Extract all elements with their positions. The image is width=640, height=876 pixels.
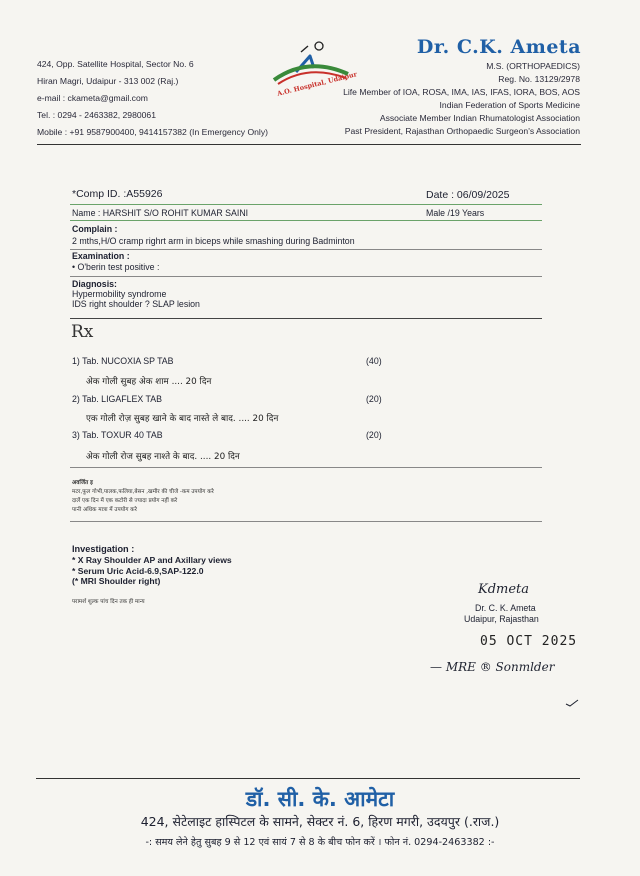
medicine-line: 2) Tab. LIGAFLEX TAB — [72, 394, 162, 404]
complain-label: Complain : — [72, 224, 118, 234]
credential-line: Associate Member Indian Rhumatologist Association — [379, 113, 580, 123]
rule — [70, 318, 542, 319]
medicine-dosage: अेक गोली रोज सुबह नाश्ते के बाद. .... 20 दिन — [86, 452, 240, 462]
credential-line: Reg. No. 13129/2978 — [498, 74, 580, 84]
examination-label: Examination : — [72, 251, 130, 261]
credential-line: Past President, Rajasthan Orthopaedic Surgeon's Association — [344, 126, 580, 136]
investigation-label: Investigation : — [72, 544, 135, 554]
rule — [70, 467, 542, 468]
medicine-qty: (20) — [366, 430, 382, 440]
investigation-item: * X Ray Shoulder AP and Axillary views — [72, 555, 232, 565]
credential-line: Indian Federation of Sports Medicine — [439, 100, 580, 110]
signature-scribble: Kdmeta — [478, 582, 530, 597]
patient-gender-age: Male /19 Years — [426, 208, 485, 218]
investigation-list — [72, 555, 232, 587]
advice-heading: अवर्जित इ — [72, 480, 93, 486]
medicine-line: 1) Tab. NUCOXIA SP TAB — [72, 356, 174, 366]
logo-text: A.O. Hospital, Udaipur — [276, 70, 358, 98]
clinic-address — [37, 58, 297, 139]
complain-text: 2 mths,H/O cramp righrt arm in biceps while smashing during Badminton — [72, 236, 355, 246]
footer-divider — [36, 778, 580, 779]
received-date-stamp: 05 OCT 2025 — [480, 634, 578, 649]
medicine-dosage: एक गोली रोज़ सुबह खाने के बाद नास्ते ले बाद. .... 20 दिन — [86, 414, 279, 424]
header-divider — [37, 144, 581, 145]
rule — [70, 276, 542, 277]
credential-line: Life Member of IOA, ROSA, IMA, IAS, IFAS, IORA, BOS, AOS — [343, 87, 580, 97]
investigation-item: (* MRI Shoulder right) — [72, 576, 161, 586]
footer-address: 424, सेटेलाइट हास्पिटल के सामने, सेक्टर नं. 6, हिरण मगरी, उदयपुर (.राज.) — [140, 814, 500, 829]
credentials — [260, 60, 580, 138]
advice-line: दालें एक दिन में एक कटोरी से ज्यादा प्रयोग नहीं करे — [72, 498, 178, 504]
examination-text: • O'berin test positive : — [72, 262, 160, 272]
medicine-dosage: अेक गोली सुबह अेक शाम .... 20 दिन — [86, 377, 212, 387]
handwritten-note: — MRE ® Sonmlder — [430, 660, 555, 674]
email-line: e-mail : ckameta@gmail.com — [37, 93, 148, 103]
signature-name: Dr. C. K. Ameta — [475, 603, 536, 613]
visit-date: Date : 06/09/2025 — [426, 189, 510, 201]
credential-line: M.S. (ORTHOPAEDICS) — [486, 61, 580, 71]
diagnosis-line: IDS right shoulder ? SLAP lesion — [72, 299, 200, 309]
medicine-qty: (40) — [366, 356, 382, 366]
medicine-line: 3) Tab. TOXUR 40 TAB — [72, 430, 163, 440]
medicine-qty: (20) — [366, 394, 382, 404]
diagnosis-label: Diagnosis: — [72, 279, 117, 289]
rule — [70, 220, 542, 221]
fee-validity-note: परामर्श शुल्क पांच दिन तक ही मान्य — [72, 599, 145, 605]
footer-doctor-name: डॉ. सी. के. आमेटा — [245, 787, 395, 811]
rule — [70, 249, 542, 250]
diagnosis-line: Hypermobility syndrome — [72, 289, 167, 299]
rule — [70, 204, 542, 205]
footer-timing: -: समय लेने हेतु सुबह 9 से 12 एवं सायं 7 से 8 के बीच फोन करें । फोन नं. 0294-2463382 :- — [145, 837, 495, 848]
doctor-name: Dr. C.K. Ameta — [416, 36, 581, 58]
rx-symbol: Rx — [71, 322, 94, 342]
diet-advice — [72, 479, 372, 515]
address-line: 424, Opp. Satellite Hospital, Sector No. 6 — [37, 59, 194, 69]
signature-place: Udaipur, Rajasthan — [464, 614, 539, 624]
patient-name: Name : HARSHIT S/O ROHIT KUMAR SAINI — [72, 208, 249, 218]
mobile-line: Mobile : +91 9587900400, 9414157382 (In Emergency Only) — [37, 127, 268, 137]
rule — [70, 521, 542, 522]
advice-line: पानी अधिक मात्रा में उपयोग करे — [72, 507, 137, 513]
tick-mark-icon — [565, 694, 579, 702]
comp-id: *Comp ID. :A55926 — [72, 188, 163, 200]
advice-line: मटर,फूल गोभी,पालक,फलिया,बेसन ,खमीर की चीजे -कम उपयोग करे — [72, 489, 214, 495]
tel-line: Tel. : 0294 - 2463382, 2980061 — [37, 110, 156, 120]
investigation-item: * Serum Uric Acid-6.9,SAP-122.0 — [72, 565, 204, 576]
address-line: Hiran Magri, Udaipur - 313 002 (Raj.) — [37, 76, 179, 86]
